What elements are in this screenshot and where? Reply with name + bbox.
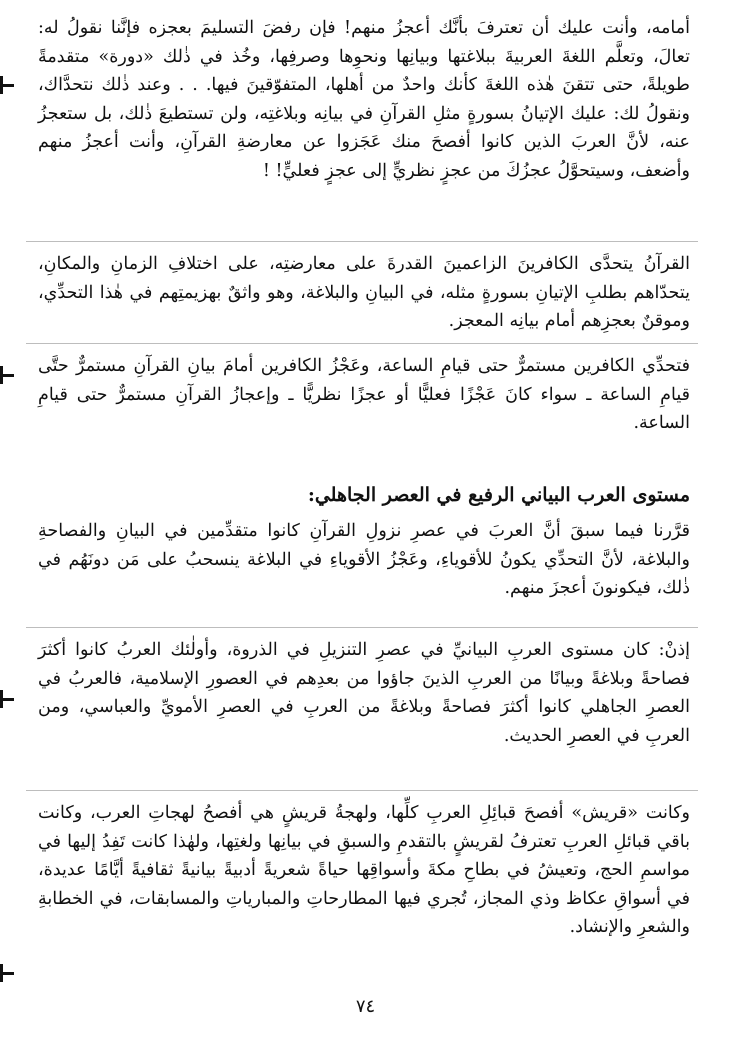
paragraph-divider	[26, 343, 698, 344]
paragraph-divider	[26, 241, 698, 242]
lower-text-block-1	[38, 517, 690, 603]
middle-text-block-2	[38, 352, 690, 438]
paragraph-arabs-eloquence: قرَّرنا فيما سبقَ أنَّ العربَ في عصرِ نزولِ القرآنِ كانوا متقدِّمين في البيانِ والفصاحةِ والبلاغة، لأنَّ التحدِّي يكونُ للأقوياءِ، وعَجْزُ الأقوياءِ في البلاغة ينسحبُ على مَن دونَهُم في ذٰلك، فيكونونَ أعجزَ منهم.	[38, 521, 690, 598]
paragraph-challenge-intro: أمامه، وأنت عليك أن تعترفَ بأنَّك أعجزُ منهم! فإن رفضَ التسليمَ بعجزه فإنَّنا نقولُ له: تعالَ، وتعلَّم اللغةَ العربيةَ ببلاغتها وبيانِها ونحوِها وصرفِها، وخُذ في ذٰلك «دورة» متقدمةً طويلةً، حتى تتقنَ هٰذه اللغةَ كأنك واحدٌ من أهلها، المتفوّقينَ فيها. . . وعند ذٰلك نتحدَّاك، ونقولُ لك: عليك الإتيانُ بسورةٍ مثلِ القرآنِ في بيانِه وبلاغتِه، ولن تستطيعَ ذٰلك، بل ستعجزُ عنه، لأنَّ العربَ الذين كانوا أفصحَ منك عَجَزوا عن معارضةِ القرآنِ، وأنت أعجزُ منهم وأضعف، وسيتحوَّلُ عجزُكَ من عجزٍ نظريٍّ إلى عجزٍ فعليٍّ! !	[38, 18, 690, 181]
paragraph-challenge-continues: فتحدِّي الكافرين مستمرٌّ حتى قيامِ الساعة، وعَجْزُ الكافرين أمامَ بيانِ القرآنِ مستمرٌّ حتَّى قيامِ الساعة ـ سواء كانَ عَجْزًا فعليًّا أو عجزًا نظريًّا ـ وإعجازُ القرآنِ مستمرٌّ حتى قيامِ الساعة.	[38, 356, 690, 433]
margin-tick-mark	[0, 366, 14, 384]
margin-tick-mark	[0, 690, 14, 708]
paragraph-quran-challenge: القرآنُ يتحدَّى الكافرينَ الزاعمينَ القدرةَ على معارضتِه، على اختلافِ الزمانِ والمكانِ، يتحدّاهم بطلبِ الإتيانِ بسورةٍ مثله، في البيانِ والبلاغة، وهو واثقٌ بهزيمتِهم في هٰذا التحدِّي، وموقنٌ بعجزِهم أمام بيانِه المعجز.	[38, 254, 690, 331]
paragraph-divider	[26, 790, 698, 791]
paragraph-quraysh: وكانت «قريش» أفصحَ قبائِلِ العربِ كلِّها، ولهجةُ قريشٍ هي أفصحُ لهجاتِ العرب، وكانت باقي قبائلِ العربِ تعترفُ لقريشٍ بالتقدمِ والسبقِ في بيانِها ولغتِها، ولهٰذا كانت تَفِدُ إليها في مواسمِ الحج، وتعيشُ في بطاحِ مكةَ وأسواقِها حياةً شعريةً أدبيةً بيانيةً ثقافيةً أيَّامًا عديدة، في أسواقِ عكاظ وذي المجاز، تُجري فيها المطارحاتِ والمبارياتِ والمسابقات، في الخطابةِ والشعرِ والإنشاد.	[38, 803, 690, 937]
paragraph-divider	[26, 627, 698, 628]
lower-text-block-2	[38, 636, 690, 750]
margin-tick-mark	[0, 76, 14, 94]
lower-text-block-3	[38, 799, 690, 942]
middle-text-block-1	[38, 250, 690, 336]
paragraph-peak-level: إذنْ: كان مستوى العربِ البيانيِّ في عصرِ التنزيلِ في الذروة، وأولٰئك العربُ كانوا أكثرَ فصاحةً وبلاغةً وبيانًا من العربِ الذينَ جاؤوا من بعدِهم في العصورِ الإسلامية، فالعربُ في العصرِ الجاهلي كانوا أكثرَ فصاحةً وبلاغةً من العربِ في العصرِ الأمويِّ والعباسي، ومن العربِ في العصرِ الحديث.	[38, 640, 690, 746]
upper-text-block	[38, 14, 690, 185]
section-heading: مستوى العرب البياني الرفيع في العصر الجاهلي:	[307, 484, 690, 506]
margin-tick-mark	[0, 964, 14, 982]
page-number: ٧٤	[355, 996, 376, 1017]
